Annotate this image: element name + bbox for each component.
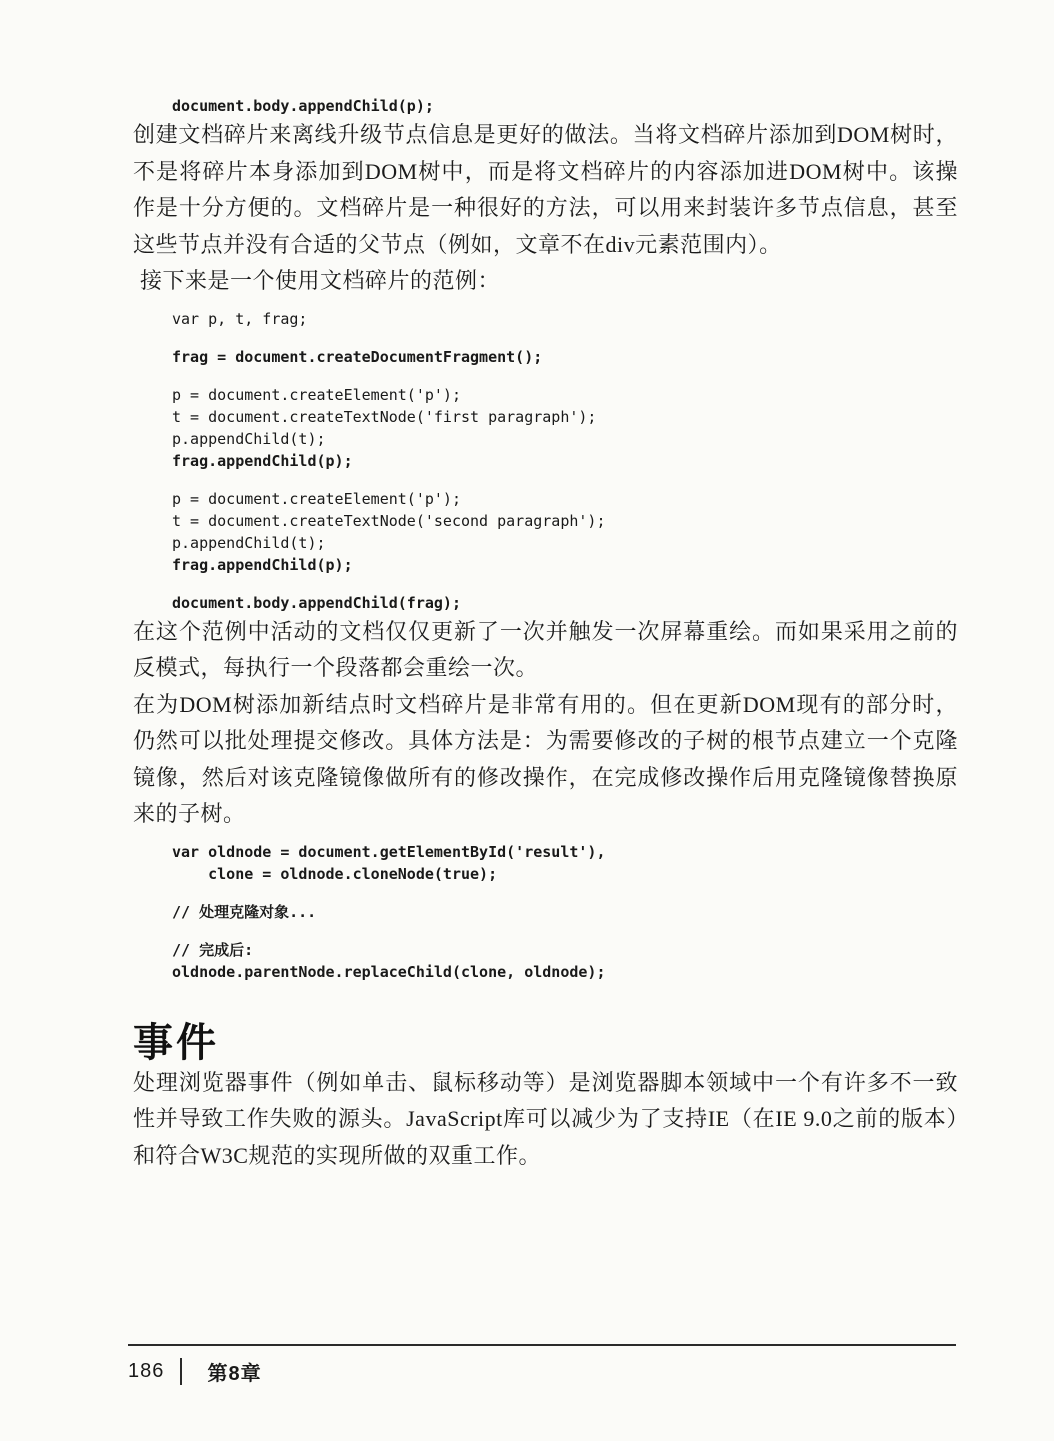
code-line: frag = document.createDocumentFragment(); (172, 347, 543, 366)
code-line: oldnode.parentNode.replaceChild(clone, oldnode); (172, 962, 606, 981)
paragraph-browser-events: 处理浏览器事件（例如单击、鼠标移动等）是浏览器脚本领域中一个有许多不一致性并导致工作失败的源头。JavaScript库可以减少为了支持IE（在IE 9.0之前的版本）和符合W3C规范的实现所做的双重工作。 (133, 1069, 958, 1168)
code-group (172, 841, 958, 885)
paragraph-example-lead: 接下来是一个使用文档碎片的范例： (140, 268, 501, 293)
code-line: p = document.createElement('p'); (172, 385, 461, 404)
paragraph-document-fragment: 创建文档碎片来离线升级节点信息是更好的做法。当将文档碎片添加到DOM树时，不是将碎片本身添加到DOM树中，而是将文档碎片的内容添加进DOM树中。该操作是十分方便的。文档碎片是一种很好的方法，可以用来封装许多节点信息，甚至这些节点并没有合适的父节点（例如，文章不在div元素范围内）。 (133, 122, 958, 257)
code-line: p = document.createElement('p'); (172, 489, 461, 508)
code-group (172, 488, 958, 576)
code-snippet-fragment-example (172, 308, 958, 614)
code-line: // 完成后: (172, 940, 254, 959)
chapter-label: 第8章 (207, 1363, 262, 1385)
code-group (172, 939, 958, 983)
code-line: t = document.createTextNode('second paragraph'); (172, 511, 606, 530)
code-line: document.body.appendChild(frag); (172, 593, 461, 612)
code-line: var oldnode = document.getElementById('result'), (172, 842, 606, 861)
code-line: // 处理克隆对象... (172, 902, 317, 921)
code-group (172, 901, 958, 923)
paragraph-repaint-once: 在这个范例中活动的文档仅仅更新了一次并触发一次屏幕重绘。而如果采用之前的反模式，每执行一个段落都会重绘一次。 (133, 618, 958, 680)
code-line: frag.appendChild(p); (172, 451, 353, 470)
code-line: clone = oldnode.cloneNode(true); (172, 864, 498, 883)
page-footer (128, 1344, 956, 1386)
code-line: frag.appendChild(p); (172, 555, 353, 574)
code-group (172, 346, 958, 368)
section-heading-events: 事件 (133, 1020, 219, 1065)
book-page-content (133, 95, 958, 1174)
code-snippet-clone-example (172, 841, 958, 983)
code-line: p.appendChild(t); (172, 533, 326, 552)
code-line: document.body.appendChild(p); (172, 97, 434, 115)
paragraph-clone-batch-update: 在为DOM树添加新结点时文档碎片是非常有用的。但在更新DOM现有的部分时，仍然可以批处理提交修改。具体方法是：为需要修改的子树的根节点建立一个克隆镜像，然后对该克隆镜像做所有的修改操作，在完成修改操作后用克隆镜像替换原来的子树。 (133, 691, 958, 826)
footer-divider (180, 1358, 182, 1385)
code-line: var p, t, frag; (172, 309, 308, 328)
code-group (172, 592, 958, 614)
code-line: t = document.createTextNode('first paragraph'); (172, 407, 597, 426)
code-line: p.appendChild(t); (172, 429, 326, 448)
code-group (172, 308, 958, 330)
code-group (172, 384, 958, 472)
page-number: 186 (128, 1360, 165, 1382)
code-snippet-appendchild-p (172, 95, 958, 117)
